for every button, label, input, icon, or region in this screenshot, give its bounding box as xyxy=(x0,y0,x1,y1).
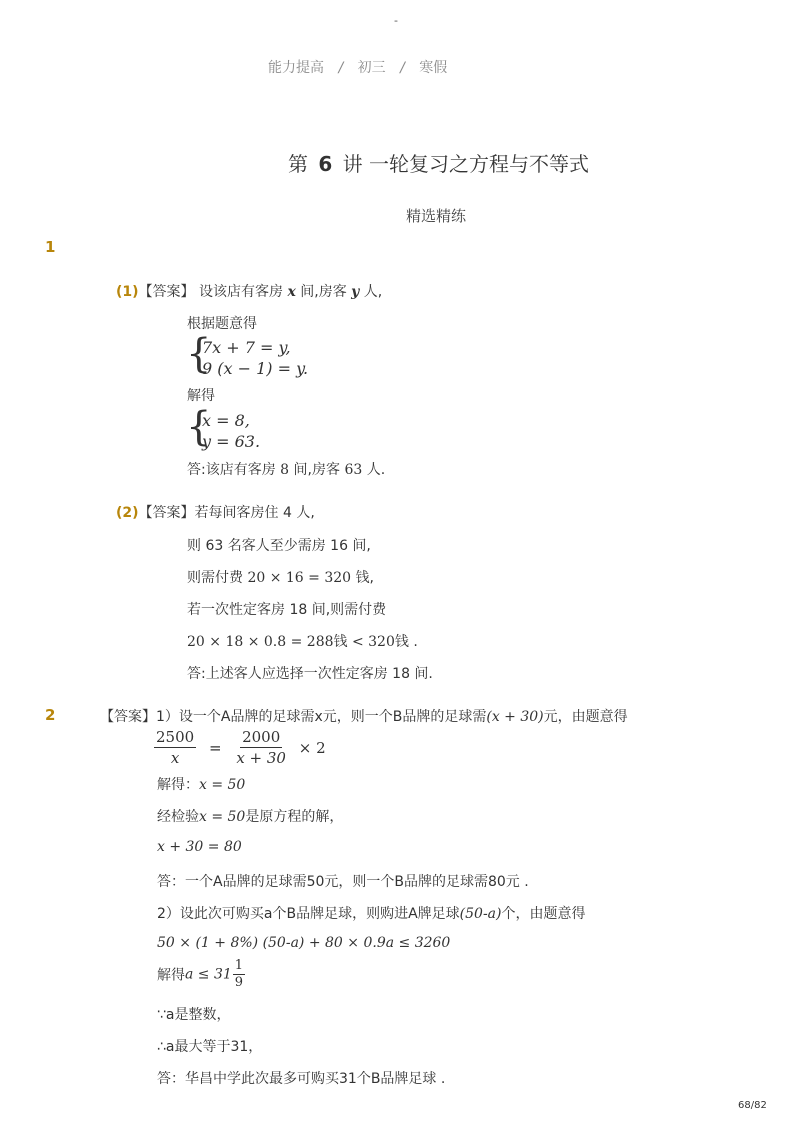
title-prefix: 第 xyxy=(288,152,308,176)
text: 2）设此次可购买a个B品牌足球，则购进A牌足球 xyxy=(157,906,460,922)
q2-line1 xyxy=(100,706,628,726)
text: 人, xyxy=(363,284,383,300)
answer-tag: 【答案】 xyxy=(100,709,156,725)
text: 设该店有客房 xyxy=(199,284,283,300)
math-var: x xyxy=(287,284,296,300)
q2-line3 xyxy=(157,774,245,794)
text: 1）设一个A品牌的足球需x元，则一个B品牌的足球需 xyxy=(156,709,487,725)
breadcrumb-separator: / xyxy=(338,60,344,76)
math-num: 8 xyxy=(280,462,290,478)
answer-tag: 【答案】 xyxy=(138,284,195,300)
math-expression: x = 50 xyxy=(199,809,246,825)
text: 钱 xyxy=(333,634,348,650)
q2-line12: 答：华昌中学此次最多可购买31个B品牌足球 . xyxy=(157,1071,446,1087)
q1-part2-line6: 答:上述客人应选择一次性定客房 18 间. xyxy=(187,666,433,682)
solution-system xyxy=(186,404,306,455)
question-number: 2 xyxy=(45,706,56,724)
equation-line: 9 (x − 1) = y. xyxy=(202,359,309,378)
equation-system xyxy=(186,331,326,382)
math-expression: (x + 30) xyxy=(486,709,544,725)
numerator: 2000 xyxy=(242,728,281,746)
text: 解得 xyxy=(157,967,185,984)
math-expression: 20 × 16 = 320 xyxy=(247,570,352,586)
breadcrumb-separator: / xyxy=(400,60,405,76)
part-label: (1) xyxy=(116,284,139,300)
numerator: 1 xyxy=(234,958,244,973)
text: 间,房客 xyxy=(293,462,340,478)
page-number: 68/82 xyxy=(738,1100,767,1111)
q1-part2-line5 xyxy=(187,631,418,651)
title-text: 讲 一轮复习之方程与不等式 xyxy=(342,152,589,176)
fraction xyxy=(234,727,288,768)
math-var: y xyxy=(351,284,360,300)
breadcrumb-grade: 初三 xyxy=(357,60,386,76)
breadcrumb-level: 能力提高 xyxy=(268,60,324,76)
equation-line: y = 63. xyxy=(202,432,261,451)
text: 间,房客 xyxy=(300,284,347,300)
q1-part2-line1 xyxy=(116,502,315,522)
q2-line8: 50 × (1 + 8%) (50-a) + 80 × 0.9a ≤ 3260 xyxy=(157,935,451,951)
text: 经检验 xyxy=(157,809,199,825)
q2-line9 xyxy=(157,958,245,991)
math-expression: a ≤ 31 xyxy=(185,966,232,983)
text: 人. xyxy=(366,462,386,478)
q2-line4 xyxy=(157,806,343,826)
math-expression: 20 × 18 × 0.8 = 288 xyxy=(187,634,334,650)
text: 钱, xyxy=(355,570,374,586)
section-title: 精选精练 xyxy=(406,207,467,225)
text: 若每间客房住 4 人, xyxy=(194,505,315,521)
answer-tag: 【答案】 xyxy=(138,505,195,521)
math-expression: x = 50 xyxy=(199,777,246,793)
fraction xyxy=(233,958,245,991)
text: 钱 . xyxy=(394,634,418,650)
text: 则需付费 xyxy=(187,570,243,586)
text: 解得： xyxy=(157,777,199,793)
q1-part2-line3 xyxy=(187,567,374,587)
q1-part2-line4: 若一次性定客房 18 间,则需付费 xyxy=(187,602,387,618)
text: 答:该店有客房 xyxy=(187,462,276,478)
math-expression: < 320 xyxy=(351,634,395,650)
denominator: x + 30 xyxy=(236,749,286,767)
equation-line: x = 8, xyxy=(202,411,250,430)
fraction xyxy=(154,727,196,768)
math-expression: (50-a) xyxy=(459,906,502,922)
equation-line: 7x + 7 = y, xyxy=(202,338,291,357)
question-number: 1 xyxy=(45,238,56,256)
top-mark: - xyxy=(394,14,398,27)
text: 元，由题意得 xyxy=(543,709,628,725)
q2-line6: 答：一个A品牌的足球需50元，则一个B品牌的足球需80元 . xyxy=(157,874,529,890)
q1-part2-line2: 则 63 名客人至少需房 16 间, xyxy=(187,538,371,554)
denominator: x xyxy=(170,749,180,767)
page-title xyxy=(288,148,589,177)
denominator: 9 xyxy=(234,975,244,990)
equals-sign: = xyxy=(208,738,222,757)
math-expression: × 2 xyxy=(298,738,326,757)
brace-icon: { xyxy=(186,404,212,450)
part-label: (2) xyxy=(116,505,139,521)
math-num: 63 xyxy=(344,462,363,478)
q2-line10: ∵a是整数， xyxy=(157,1007,231,1023)
q2-line7 xyxy=(157,903,586,923)
q2-line11: ∴a最大等于31， xyxy=(157,1039,263,1055)
breadcrumb xyxy=(268,57,447,77)
q2-equation xyxy=(154,727,326,768)
brace-icon: { xyxy=(186,331,212,377)
breadcrumb-term: 寒假 xyxy=(419,60,448,76)
text: 是原方程的解， xyxy=(245,809,344,825)
q1-part1-answer xyxy=(187,459,385,479)
q2-line5: x + 30 = 80 xyxy=(157,839,242,855)
title-number: 6 xyxy=(318,152,333,176)
numerator: 2500 xyxy=(156,728,195,746)
solve-text: 解得 xyxy=(187,388,215,404)
text: 个，由题意得 xyxy=(501,906,586,922)
basis-text: 根据题意得 xyxy=(187,316,257,332)
q1-part1-line1 xyxy=(116,281,382,301)
